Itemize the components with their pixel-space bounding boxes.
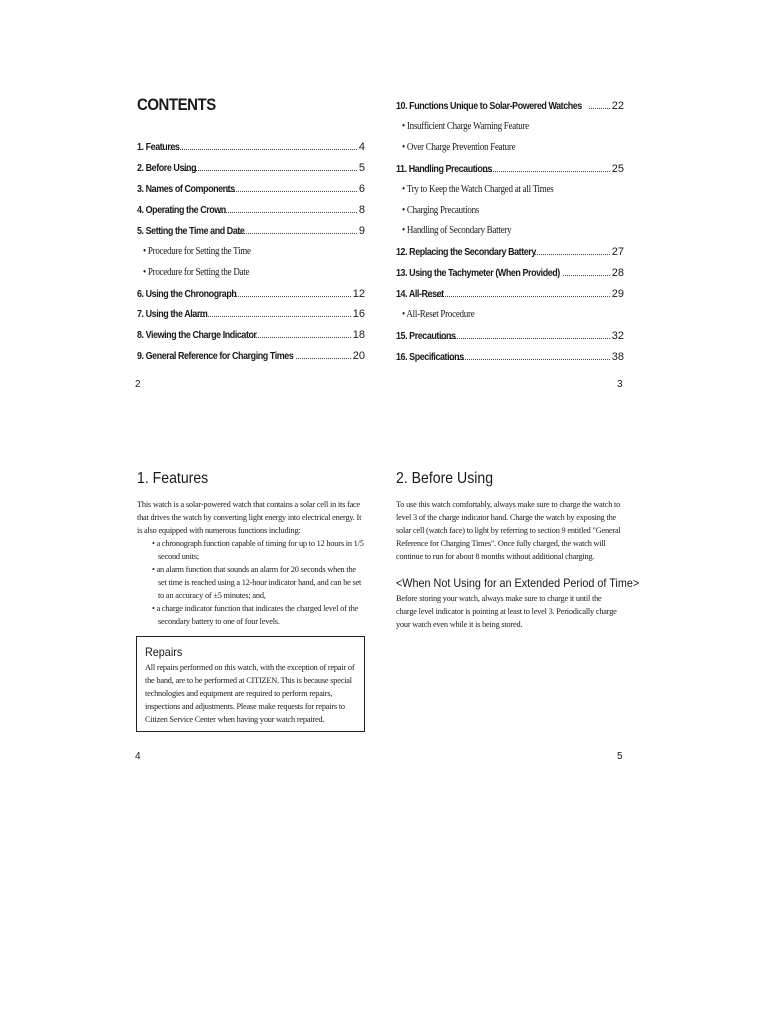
toc-entry[interactable]: 2. Before Using 5	[137, 162, 365, 174]
toc-sub-entry[interactable]: • All-Reset Procedure	[402, 309, 475, 320]
toc-entry[interactable]: 15. Precautions 32	[396, 330, 624, 342]
section-title: 2. Before Using	[396, 470, 494, 487]
toc-entry[interactable]: 4. Operating the Crown 8	[137, 204, 365, 216]
repairs-title: Repairs	[145, 645, 183, 659]
toc-entry[interactable]: 14. All-Reset 29	[396, 288, 624, 300]
repairs-text: All repairs performed on this watch, with the exception of repair of the band, are to be performed at CITIZEN. This is because special technologies and equipment are required to perform repairs, inspections and adjustments. Please make requests for repairs to Citizen Service Center when having your watch repaired.	[145, 663, 355, 724]
list-item: • a charge indicator function that indicates the charged level of the secondary battery to one of four levels.	[152, 604, 359, 626]
page-number: 3	[617, 379, 623, 390]
toc-sub-entry[interactable]: • Handling of Secondary Battery	[402, 225, 512, 236]
contents-page-right	[396, 100, 626, 380]
list-item: • an alarm function that sounds an alarm for 20 seconds when the set time is reached using a 12-hour indicator hand, and can be set to an accuracy of ±5 minutes; and,	[152, 565, 362, 600]
features-page	[137, 470, 367, 628]
page-number: 2	[135, 379, 141, 390]
toc-entry[interactable]: 8. Viewing the Charge Indicator 18	[137, 329, 365, 341]
toc-sub-entry[interactable]: • Try to Keep the Watch Charged at all Times	[402, 184, 554, 195]
toc-sub-entry[interactable]: • Insufficient Charge Warning Feature	[402, 121, 529, 132]
toc-entry[interactable]: 7. Using the Alarm 16	[137, 308, 365, 320]
features-list	[137, 537, 365, 628]
features-intro: This watch is a solar-powered watch that contains a solar cell in its face that drives the watch by converting light energy into electrical energy. It is also equipped with numerous functions including:	[137, 500, 362, 535]
toc-entry[interactable]: 5. Setting the Time and Date 9	[137, 225, 365, 237]
toc-entry[interactable]: 12. Replacing the Secondary Battery 27	[396, 246, 624, 258]
before-using-page	[396, 470, 640, 631]
toc-entry[interactable]: 11. Handling Precautions 25	[396, 163, 624, 175]
page-number: 5	[617, 751, 623, 762]
toc-sub-entry[interactable]: • Over Charge Prevention Feature	[402, 142, 516, 153]
extended-period-subtitle: <When Not Using for an Extended Period of Time>	[396, 576, 640, 590]
toc-entry[interactable]: 10. Functions Unique to Solar-Powered Watches 22	[396, 100, 624, 112]
toc-sub-entry[interactable]: • Procedure for Setting the Time	[143, 246, 251, 257]
toc-sub-entry[interactable]: • Charging Precautions	[402, 205, 480, 216]
contents-title: CONTENTS	[137, 95, 216, 114]
section-title: 1. Features	[137, 470, 209, 487]
toc-sub-entry[interactable]: • Procedure for Setting the Date	[143, 267, 250, 278]
before-using-text: To use this watch comfortably, always make sure to charge the watch to level 3 of the charge indicator hand. Charge the watch by exposing the solar cell (watch face) to light by referring to section 9 entitled "General Reference for Charging Times". Once fully charged, the watch will continue to run for about 8 months without additional charging.	[396, 500, 621, 561]
contents-page-left	[137, 95, 367, 395]
toc-entry[interactable]: 9. General Reference for Charging Times 20	[137, 350, 365, 362]
repairs-box	[136, 636, 365, 732]
toc-entry[interactable]: 16. Specifications 38	[396, 351, 624, 363]
toc-entry[interactable]: 13. Using the Tachymeter (When Provided) 28	[396, 267, 624, 279]
list-item: • a chronograph function capable of timing for up to 12 hours in 1/5 second units;	[152, 539, 364, 561]
storage-text: Before storing your watch, always make sure to charge it until the charge level indicator is pointing at least to level 3. Periodically charge your watch even while it is being stored.	[396, 594, 617, 629]
toc-entry[interactable]: 1. Features 4	[137, 141, 365, 153]
page-number: 4	[135, 751, 141, 762]
toc-entry[interactable]: 3. Names of Components 6	[137, 183, 365, 195]
toc-entry[interactable]: 6. Using the Chronograph 12	[137, 288, 365, 300]
